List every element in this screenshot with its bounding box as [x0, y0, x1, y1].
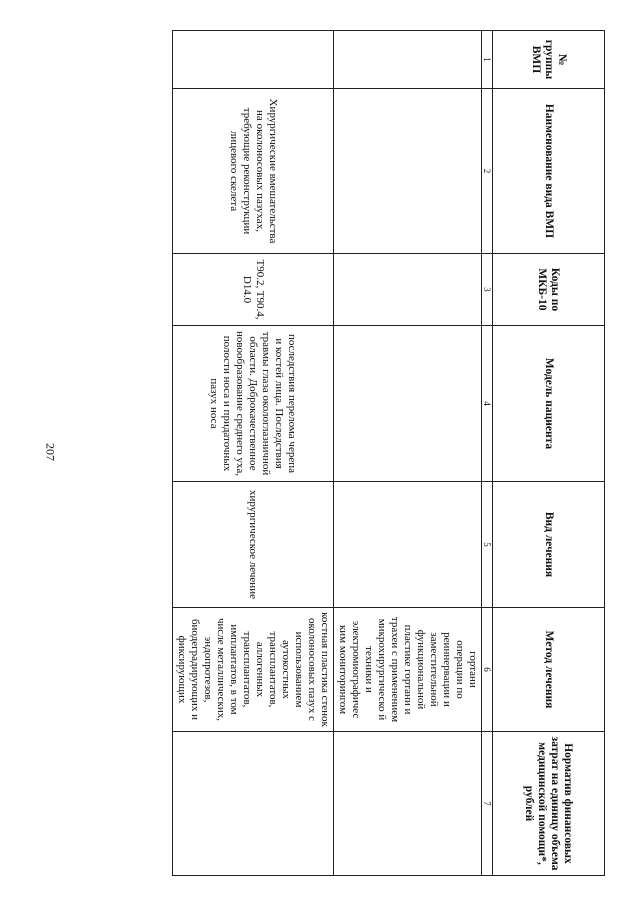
cell-group: [334, 31, 482, 89]
col-number: 3: [482, 254, 493, 326]
header-group-number: № группы ВМП: [493, 31, 605, 89]
col-number: 4: [482, 326, 493, 482]
cell-vmp-name: [334, 89, 482, 254]
header-patient-model: Модель пациента: [493, 326, 605, 482]
column-number-row: [482, 31, 493, 876]
cell-vmp-name: Хирургические вмешательства на околоносовых пазухах, требующие реконструкции лицевого скелета: [173, 89, 334, 254]
cell-model: [334, 326, 482, 482]
cell-codes: T90.2, T90.4, D14.0: [173, 254, 334, 326]
page-number: 207: [43, 443, 58, 461]
header-icd-codes: Коды по МКБ-10: [493, 254, 605, 326]
cell-codes: [334, 254, 482, 326]
col-number: 1: [482, 31, 493, 89]
col-number: 7: [482, 732, 493, 876]
cell-cost: [173, 732, 334, 876]
cell-treatment-type: хирургическое лечение: [173, 482, 334, 608]
cell-method: гортани операции по реиннервации и заместительной функциональной пластике гортани и трахеи с применением микрохирургическо й техники и электромиографичес ким мониторингом: [334, 608, 482, 732]
table-row: [334, 31, 482, 876]
col-number: 6: [482, 608, 493, 732]
vmp-table: [172, 30, 605, 876]
cell-method: костная пластика стенок околоносовых пазух с использованием аутокостных трансплантатов, аллогенных трансплантатов, имплантатов, в том числе металлических, эндопротезов, биодеградирующих и фиксирующих: [173, 608, 334, 732]
header-treatment-type: Вид лечения: [493, 482, 605, 608]
rotated-table-container: [165, 30, 605, 875]
table-row: [173, 31, 334, 876]
cell-cost: [334, 732, 482, 876]
header-treatment-method: Метод лечения: [493, 608, 605, 732]
header-cost-norm: Норматив финансовых затрат на единицу объема медицинской помощи*, рублей: [493, 732, 605, 876]
cell-group: [173, 31, 334, 89]
header-row: [493, 31, 605, 876]
header-vmp-name: Наименование вида ВМП: [493, 89, 605, 254]
col-number: 5: [482, 482, 493, 608]
cell-treatment-type: [334, 482, 482, 608]
cell-model: последствия перелома черепа и костей лица. Последствия травмы глаза окологлазничной области. Доброкачественное новообразование среднего уха, полости носа и придаточных пазух носа: [173, 326, 334, 482]
col-number: 2: [482, 89, 493, 254]
